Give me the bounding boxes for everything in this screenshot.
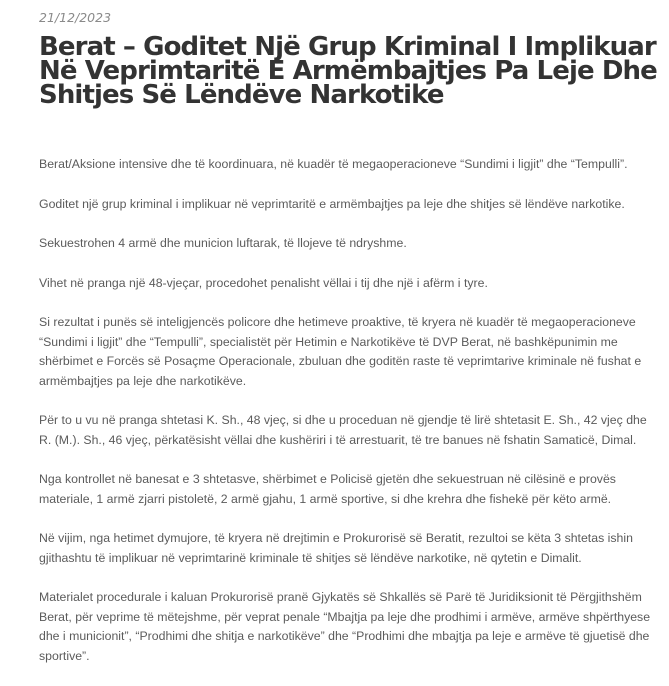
article-paragraph: Si rezultat i punës së inteligjencës policore dhe hetimeve proaktive, të kryera në kuadër të megaoperacioneve “Sundimi i ligjit” dhe “Tempulli”, specialistët për Hetimin e Narkotikëve të DVP Berat, në bashkëpunimin me shërbimet e Forcës së Posaçme Operacionale, zbuluan dhe goditën raste të veprimtarive kriminale në fushat e armëmbajtjes pa leje dhe narkotikëve. <box>39 315 642 388</box>
article-paragraph: Goditet një grup kriminal i implikuar në veprimtaritë e armëmbajtjes pa leje dhe shitjes së lëndëve narkotike. <box>39 196 625 211</box>
article-paragraph: Për to u vu në pranga shtetasi K. Sh., 48 vjeç, si dhe u proceduan në gjendje të lirë shtetasit E. Sh., 42 vjeç dhe R. (M.). Sh., 46 vjeç, përkatësisht vëllai dhe kushëriri i të arrestuarit, të tre banues në fshatin Samaticë, Dimal. <box>39 413 647 447</box>
article-paragraph: Materialet procedurale i kaluan Prokurorisë pranë Gjykatës së Shkallës së Parë të Juridiksionit të Përgjithshëm Berat, për veprime të mëtejshme, për veprat penale “Mbajtja pa leje dhe prodhimi i armëve, armëve shpërthyese dhe i municionit”, “Prodhimi dhe shitja e narkotikëve” dhe “Prodhimi dhe mbajtja pa leje e armëve të gjuetisë dhe sportive”. <box>39 590 651 663</box>
article-title: Berat – Goditet Një Grup Kriminal I Implikuar Në Veprimtaritë E Armëmbajtjes Pa Leje Dhe Shitjes Së Lëndëve Narkotike <box>39 32 657 110</box>
article-paragraph: Vihet në pranga një 48-vjeçar, procedohet penalisht vëllai i tij dhe një i afërm i tyre. <box>39 275 488 290</box>
news-article <box>39 0 661 686</box>
article-paragraph: Nga kontrollet në banesat e 3 shtetasve, shërbimet e Policisë gjetën dhe sekuestruan në cilësinë e provës materiale, 1 armë zjarri pistoletë, 2 armë gjahu, 1 armë sportive, si dhe krehra dhe fishekë për këto armë. <box>39 472 616 506</box>
publish-date: 21/12/2023 <box>39 10 112 25</box>
article-paragraph: Berat/Aksione intensive dhe të koordinuara, në kuadër të megaoperacioneve “Sundimi i ligjit” dhe “Tempulli”. <box>39 157 628 171</box>
article-paragraph: Sekuestrohen 4 armë dhe municion luftarak, të llojeve të ndryshme. <box>39 236 407 250</box>
article-body <box>39 155 661 666</box>
article-paragraph: Në vijim, nga hetimet dymujore, të kryera në drejtimin e Prokurorisë së Beratit, rezultoi se këta 3 shtetas ishin gjithashtu të implikuar në veprimtarinë kriminale të shitjes së lëndëve narkotike, në qytetin e Dimalit. <box>39 531 633 565</box>
